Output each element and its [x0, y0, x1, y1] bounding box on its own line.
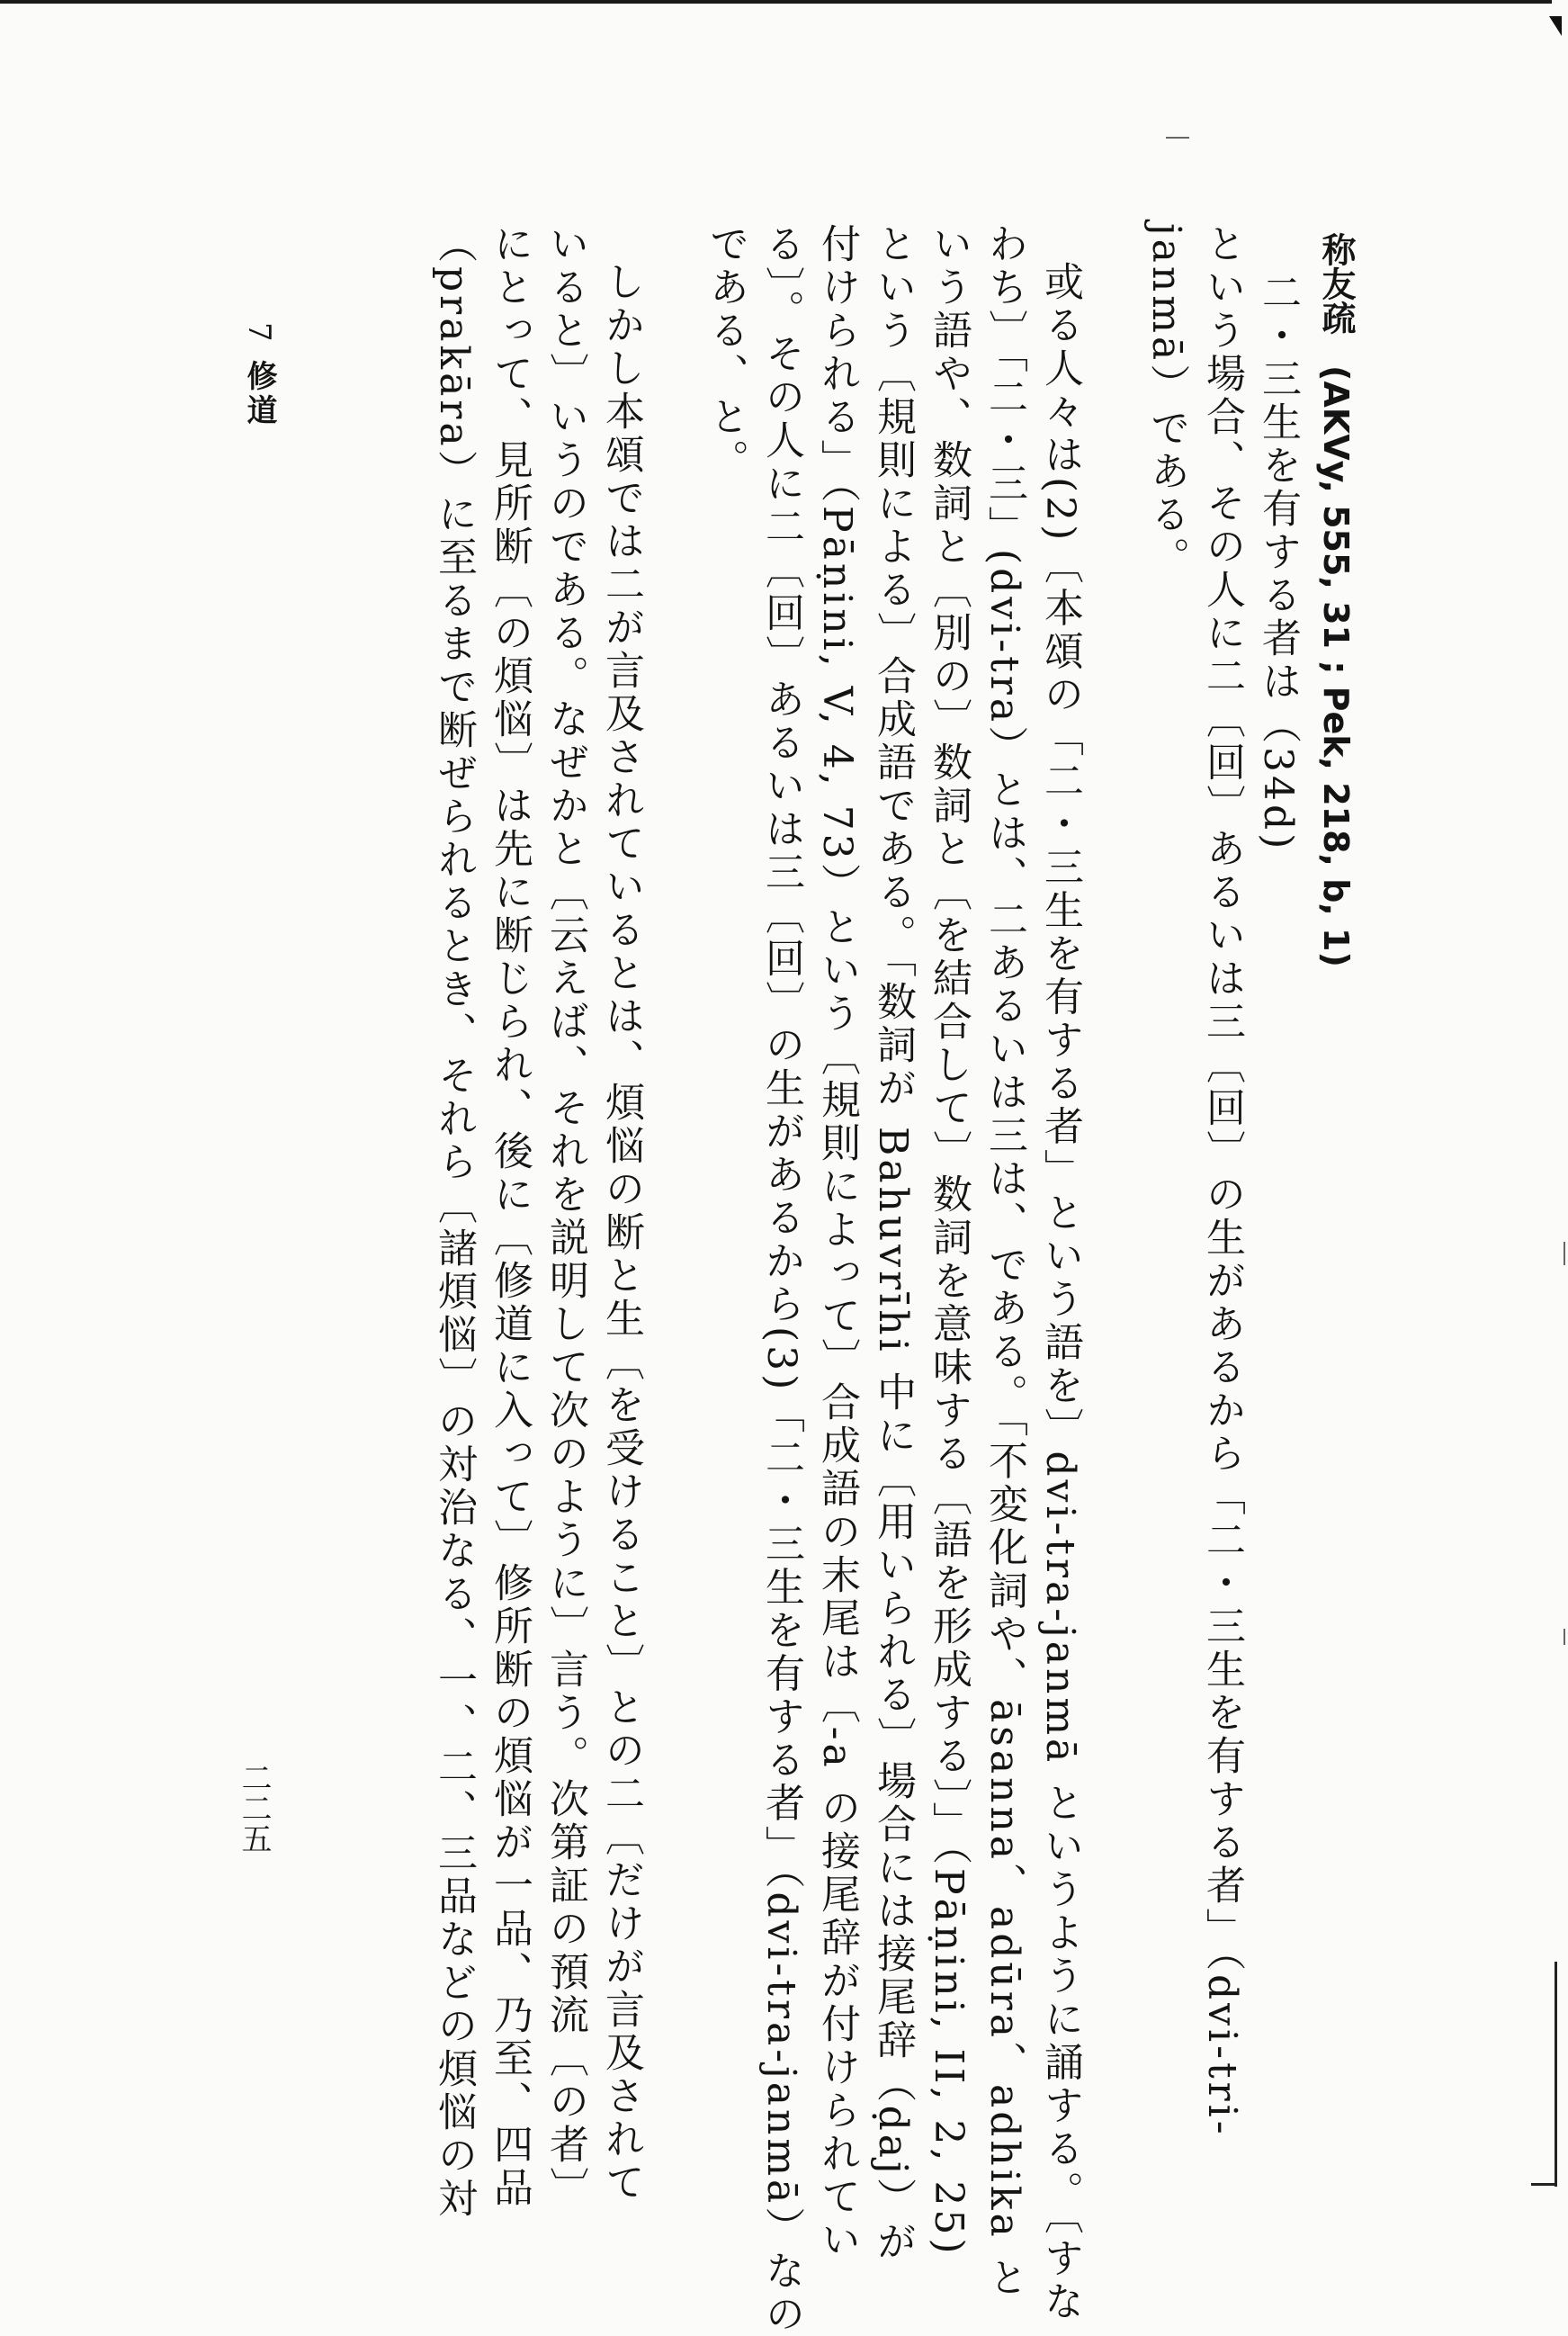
text-column: いう語や、数詞と〔別の〕数詞と〔を結合して〕数詞を意味する〔語を形成する〕」（Pāṇini, II, 2, 25) — [926, 223, 972, 2258]
text-column: janmā）である。 — [1143, 223, 1189, 580]
text-column: にとって、見所断〔の煩悩〕は先に断じられ、後に〔修道に入って〕修所断の煩悩が一品、乃至、四品 — [487, 223, 533, 2210]
text-column: いると〕いうのである。なぜかと〔云えば、それを説明して次のように〕言う。次第証の預流〔の者〕 — [542, 223, 588, 2210]
text-column: （prakāra）に至るまで断ぜられるとき、それら〔諸煩悩〕の対治なる、一、二、三品などの煩悩の対 — [431, 223, 477, 2221]
page-number: 二二五 — [236, 1762, 272, 1854]
text-column: である、と。 — [703, 223, 748, 482]
header-citation: (AKVy, 555, 31 ; Pek, 218, b, 1) — [1316, 365, 1356, 967]
chapter-number: 7 — [241, 322, 277, 342]
text-column: 付けられる」（Pāṇini, V, 4, 73）という〔規則によって〕合成語の末尾は〔-a の接尾辞が付けられてい — [814, 223, 860, 2262]
chapter-title: 修道 — [241, 360, 277, 428]
text-column: 或る人々は(2)〔本頌の「二・三生を有する者」という語を〕dvi-tra-janmā というように誦する。〔すな — [1037, 261, 1083, 2324]
text-column: という場合、その人に二〔回〕あるいは三〔回〕の生があるから「二・三生を有する者」（dvi-tri- — [1199, 223, 1245, 2138]
text-column: る〕。その人に二〔回〕あるいは三〔回〕の生があるから(3)「二・三生を有する者」（dvi-tra-janmā）なの — [758, 223, 804, 2336]
verse-line: 二・三生を有する者は（34d) — [1255, 272, 1301, 853]
header-title: 称友疏 — [1316, 232, 1356, 335]
running-header — [1313, 232, 1358, 967]
text-column: という〔規則による〕合成語である。「数詞が Bahuvrīhi 中に〔用いられる〕場合には接尾辞（ḍaj）が — [870, 223, 916, 2264]
text-column: わち〕「二・三」(dvi-tra）とは、二あるいは三は、である。「不変化詞や、āsanna、adūra、adhika と — [981, 223, 1027, 2300]
text-column: しかし本頌では二が言及されているとは、煩悩の断と生〔を受けること〕との二〔だけが言及されて — [598, 261, 644, 2205]
